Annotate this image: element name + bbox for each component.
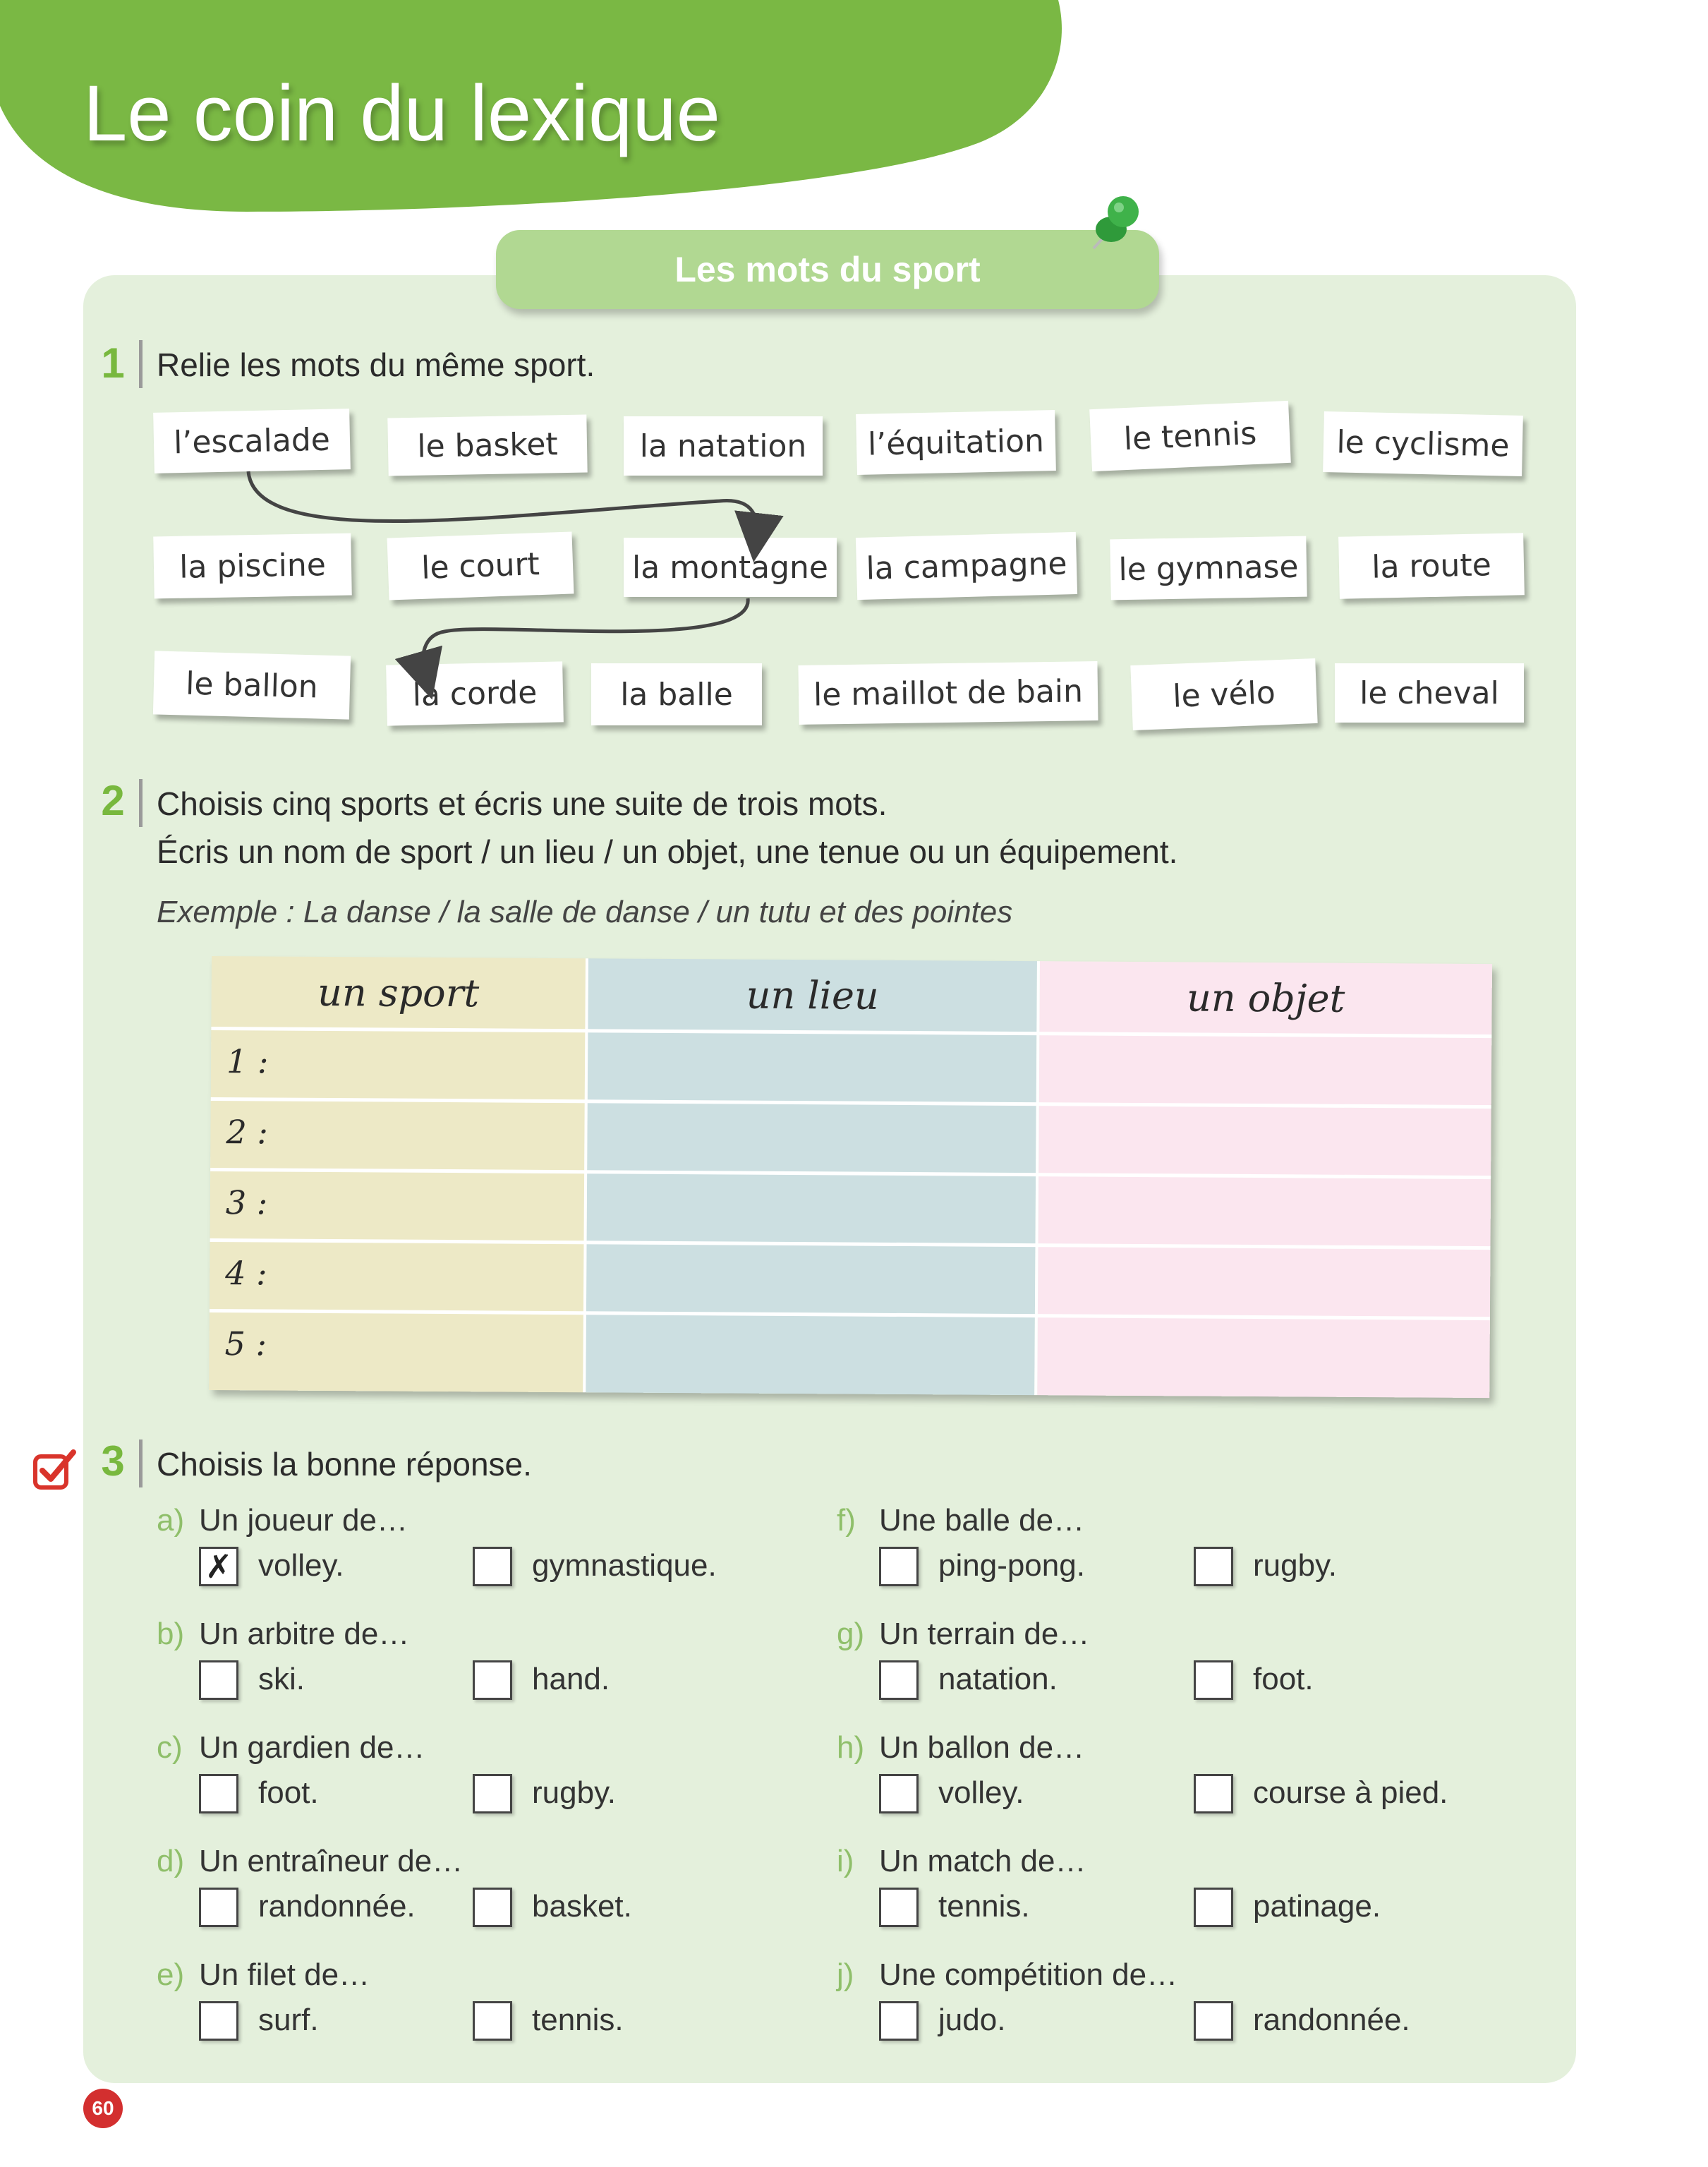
question-letter: a) [157, 1503, 185, 1538]
question-letter: i) [837, 1844, 854, 1878]
exercise-1-instruction: Relie les mots du même sport. [157, 346, 595, 383]
word-card[interactable]: la corde [386, 661, 564, 725]
answer-checkbox[interactable] [879, 1660, 919, 1700]
answer-option: basket. [532, 1889, 632, 1924]
answer-checkbox[interactable] [1194, 1660, 1233, 1700]
word-card[interactable]: le tennis [1089, 401, 1291, 471]
answer-checkbox[interactable] [1194, 2001, 1233, 2041]
answer-option: judo. [938, 2003, 1006, 2037]
push-pin-icon [1072, 191, 1150, 268]
word-card[interactable]: la montagne [624, 538, 837, 597]
question-text: Un gardien de… [199, 1730, 425, 1765]
answer-option: foot. [258, 1775, 319, 1810]
exercise-2-example: Exemple : La danse / la salle de danse / un tutu et des pointes [157, 895, 1013, 929]
answer-option: volley. [938, 1775, 1024, 1810]
answer-checkbox[interactable] [199, 2001, 238, 2041]
question-text: Un joueur de… [199, 1503, 408, 1538]
question-letter: j) [837, 1957, 854, 1992]
answer-checkbox[interactable] [199, 1888, 238, 1927]
answer-option: tennis. [938, 1889, 1030, 1924]
question-letter: g) [837, 1617, 865, 1651]
exercise-2-divider [139, 779, 143, 827]
answer-option: ping-pong. [938, 1548, 1085, 1583]
section-header [496, 230, 1159, 309]
answer-checkbox[interactable] [473, 1888, 512, 1927]
word-card[interactable]: la piscine [153, 533, 351, 599]
answer-option: randonnée. [258, 1889, 416, 1924]
question-letter: b) [157, 1617, 185, 1651]
answer-checkbox[interactable] [199, 1660, 238, 1700]
header-sport: un sport [317, 970, 480, 1015]
exercise-2-number: 2 [101, 777, 125, 824]
question-text: Un filet de… [199, 1957, 370, 1992]
word-card[interactable]: le cheval [1335, 663, 1524, 723]
answer-checkbox[interactable] [1194, 1774, 1233, 1813]
question-text: Un entraîneur de… [199, 1844, 464, 1878]
answer-option: surf. [258, 2003, 319, 2037]
answer-checkbox[interactable] [199, 1774, 238, 1813]
answer-option: natation. [938, 1662, 1058, 1696]
exercise-1-number: 1 [101, 339, 125, 387]
row-label-3: 3 : [225, 1183, 268, 1222]
answer-option: rugby. [532, 1775, 617, 1810]
question-text: Un terrain de… [879, 1617, 1090, 1651]
word-card[interactable]: l’équitation [856, 410, 1056, 475]
question-text: Un ballon de… [879, 1730, 1085, 1765]
word-card[interactable]: la campagne [856, 532, 1077, 600]
answer-checkbox[interactable] [879, 1888, 919, 1927]
question-text: Une balle de… [879, 1503, 1085, 1538]
header-lieu: un lieu [746, 972, 879, 1018]
answer-option: course à pied. [1253, 1775, 1448, 1810]
answer-checkbox[interactable] [879, 2001, 919, 2041]
row-label-1: 1 : [226, 1042, 269, 1081]
answer-option: volley. [258, 1548, 344, 1583]
row-label-5: 5 : [224, 1324, 267, 1363]
answer-option: rugby. [1253, 1548, 1338, 1583]
exercise-1-divider [139, 340, 143, 388]
header-objet: un objet [1186, 974, 1345, 1021]
answer-option: patinage. [1253, 1889, 1381, 1924]
page-number: 60 [83, 2089, 123, 2128]
word-card[interactable]: le cyclisme [1323, 411, 1523, 476]
section-title: Les mots du sport [674, 250, 981, 289]
answer-option: hand. [532, 1662, 610, 1696]
question-text: Un arbitre de… [199, 1617, 410, 1651]
question-letter: c) [157, 1730, 183, 1765]
answer-checkbox[interactable] [473, 1547, 512, 1586]
answer-checkbox[interactable]: ✗ [199, 1547, 238, 1586]
answer-checkbox[interactable] [473, 1774, 512, 1813]
word-card[interactable]: le gymnase [1110, 536, 1307, 600]
page-title: Le coin du lexique [83, 69, 720, 157]
answer-option: foot. [1253, 1662, 1314, 1696]
row-label-2: 2 : [226, 1113, 269, 1152]
word-card[interactable]: la natation [624, 416, 823, 476]
answer-option: randonnée. [1253, 2003, 1410, 2037]
word-card[interactable]: le basket [387, 415, 587, 476]
exercise-2-instruction-1: Choisis cinq sports et écris une suite de trois mots. [157, 785, 888, 822]
answer-checkbox[interactable] [473, 2001, 512, 2041]
checklist-icon [31, 1447, 79, 1495]
word-card[interactable]: le maillot de bain [798, 661, 1098, 725]
answer-checkbox[interactable] [1194, 1888, 1233, 1927]
row-label-4: 4 : [225, 1254, 267, 1293]
answer-checkbox[interactable] [473, 1660, 512, 1700]
answer-option: tennis. [532, 2003, 624, 2037]
question-letter: f) [837, 1503, 856, 1538]
exercise-3-divider [139, 1439, 143, 1487]
question-letter: h) [837, 1730, 865, 1765]
word-card[interactable]: le ballon [153, 651, 351, 719]
answer-option: ski. [258, 1662, 305, 1696]
word-card[interactable]: la balle [591, 663, 762, 725]
exercise-3-instruction: Choisis la bonne réponse. [157, 1446, 532, 1483]
exercise-3-number: 3 [101, 1437, 125, 1485]
word-card[interactable]: le court [387, 531, 574, 600]
answer-option: gymnastique. [532, 1548, 717, 1583]
word-card[interactable]: l’escalade [153, 409, 351, 473]
sport-table [209, 956, 1492, 1398]
question-text: Une compétition de… [879, 1957, 1178, 1992]
question-text: Un match de… [879, 1844, 1086, 1878]
answer-checkbox[interactable] [1194, 1547, 1233, 1586]
word-card[interactable]: la route [1338, 533, 1525, 598]
answer-checkbox[interactable] [879, 1774, 919, 1813]
exercise-2-instruction-2: Écris un nom de sport / un lieu / un objet, une tenue ou un équipement. [157, 833, 1178, 870]
question-letter: d) [157, 1844, 185, 1878]
question-letter: e) [157, 1957, 185, 1992]
answer-checkbox[interactable] [879, 1547, 919, 1586]
word-card[interactable]: le vélo [1130, 658, 1317, 730]
